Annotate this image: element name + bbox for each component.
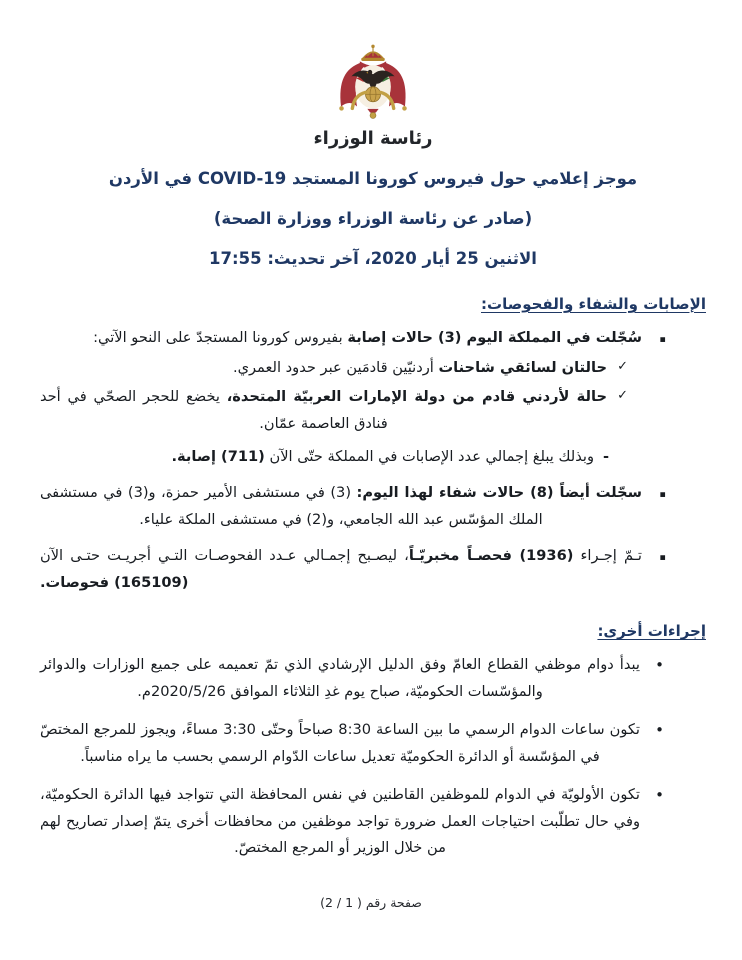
header-logo bbox=[40, 0, 706, 148]
dash-icon: - bbox=[602, 448, 609, 466]
section-heading-cases: الإصابات والشفاء والفحوصات: bbox=[481, 294, 706, 313]
text-segment: وبذلك يبلغ إجمالي عدد الإصابات في المملكة حتّى الآن bbox=[264, 448, 594, 466]
paragraph bbox=[40, 355, 607, 382]
text-segment: (711) إصابة. bbox=[171, 448, 265, 466]
bullet-square-icon: ▪ bbox=[659, 551, 666, 563]
list-item-uae-arrival bbox=[40, 384, 706, 438]
pm-office-calligraphy: رئاسة الوزراء bbox=[313, 128, 433, 149]
text-segment: أردنيّين قادمَين عبر حدود العمري. bbox=[232, 358, 439, 376]
list-item-total-cases bbox=[40, 444, 706, 471]
check-icon: ✓ bbox=[617, 358, 628, 374]
check-icon: ✓ bbox=[617, 388, 628, 404]
document-date-line: الاثنين 25 أيار 2020، آخر تحديث: 17:55 bbox=[209, 248, 537, 268]
crown-icon bbox=[361, 45, 385, 61]
paragraph: يبدأ دوام موظفي القطاع العامّ وفق الدليل الإرشادي الذي تمّ تعميمه على جميع الوزارات والدوائر والمؤسّسات الحكوميّة، صباح يوم غدِ الثلاثاء الموافق 2020/5/26م. bbox=[40, 656, 640, 701]
text-segment: ، ليصـبح إجمـالي عـدد الفحوصـات التـي أجريـت حتـى الآن bbox=[40, 546, 409, 564]
text-segment: بفيروس كورونا المستجدّ على النحو الآتي: bbox=[93, 328, 348, 346]
list-item-lab-tests bbox=[40, 543, 706, 597]
bullet-square-icon: ▪ bbox=[659, 333, 666, 345]
bullet-square-icon: ▪ bbox=[659, 488, 666, 500]
paragraph bbox=[40, 384, 607, 438]
globe-icon bbox=[365, 87, 380, 102]
page-number: صفحة رقم ( 1 / 2) bbox=[320, 895, 422, 910]
list-item-recoveries bbox=[40, 480, 706, 534]
bullet-dot-icon: • bbox=[655, 656, 664, 675]
document-subtitle: (صادر عن رئاسة الوزراء ووزارة الصحة) bbox=[213, 208, 533, 228]
text-segment: (165109) فحوصات. bbox=[40, 573, 189, 591]
paragraph bbox=[40, 325, 642, 352]
text-segment: (1936) فحصـاً مخبريّـاً bbox=[408, 546, 574, 564]
list-item-work-resumption bbox=[40, 652, 706, 706]
text-segment: حالتان لسائقي شاحنات bbox=[438, 358, 607, 376]
paragraph bbox=[40, 543, 642, 597]
text-segment: يخضع للحجر الصحّي في أحد فنادق العاصمة عمّان. bbox=[40, 388, 388, 433]
list-item-working-hours bbox=[40, 717, 706, 771]
paragraph bbox=[40, 480, 642, 534]
list-item-priority-employees bbox=[40, 782, 706, 863]
medal-icon bbox=[367, 109, 378, 119]
section-heading-other-measures: إجراءات أخرى: bbox=[597, 622, 706, 641]
document-title: موجز إعلامي حول فيروس كورونا المستجد COVID-19 في الأردن bbox=[108, 169, 638, 188]
text-segment: سجّلت أيضاً (8) حالات شفاء لهذا اليوم: bbox=[356, 483, 643, 501]
bullet-dot-icon: • bbox=[655, 785, 664, 804]
text-segment: تـمّ إجـراء bbox=[573, 546, 642, 564]
list-item-truck-drivers bbox=[40, 355, 706, 382]
paragraph bbox=[40, 444, 594, 471]
paragraph: تكون الأولويّة في الدوام للموظفين القاطنين في نفس المحافظة التي تتواجد فيها الدائرة الحكوميّة، وفي حال تطلّبت احتياجات العمل ضرورة تواجد موظفين من محافظات أخرى يتمّ إصدار تصاريح لهم من خلال الوزير أو المرجع المختصّ. bbox=[40, 785, 640, 857]
paragraph: تكون ساعات الدوام الرسمي ما بين الساعة 8:30 صباحاً وحتّى 3:30 مساءً، ويجوز للمرجع المختصّ في المؤسّسة أو الدائرة الحكوميّة تعديل ساعات الدّوام الرسمي بحسب ما يراه مناسباً. bbox=[40, 721, 640, 765]
text-segment: حالة لأردني قادم من دولة الإمارات العربيّة المتحدة، bbox=[226, 388, 607, 406]
bullet-dot-icon: • bbox=[655, 721, 664, 740]
royal-emblem-icon bbox=[326, 42, 420, 124]
text-segment: سُجّلت في المملكة اليوم (3) حالات إصابة bbox=[347, 328, 642, 346]
list-item-new-cases bbox=[40, 325, 706, 352]
text-segment: (3) في مستشفى الأمير حمزة، و(3) في مستشفى الملك المؤسّس عبد الله الجامعي، و(2) في مستشفى الملكة علياء. bbox=[40, 483, 543, 528]
